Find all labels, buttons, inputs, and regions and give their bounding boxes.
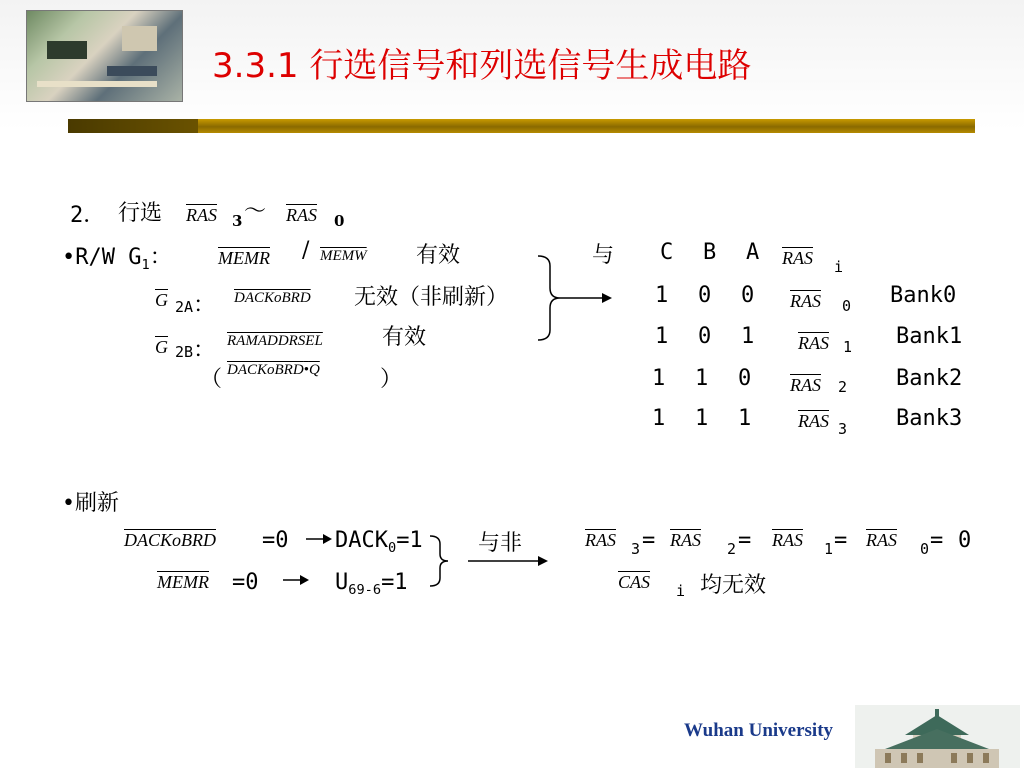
section-number: 2．	[70, 203, 106, 228]
row2-sub: 2	[838, 378, 848, 396]
rf-eq-4: =	[930, 528, 944, 553]
ras-i-signal: $\overline{RAS}$	[782, 248, 813, 268]
g2a-label: 2A：	[175, 293, 216, 318]
g2a-desc: 无效（非刷新）	[354, 285, 509, 310]
rf-ras2: $\overline{RAS}$	[670, 530, 701, 550]
rf-eq-3: =	[834, 528, 848, 553]
g2a-signal: DACKoBRD	[234, 290, 311, 306]
nand-label: 与非	[478, 531, 523, 556]
rf-eq-1: =	[642, 528, 656, 553]
ras-i-sub: i	[834, 258, 844, 276]
row2-b: 1	[695, 366, 709, 391]
university-building-icon	[855, 705, 1020, 768]
refresh-heading: •刷新	[62, 491, 119, 516]
header-a: A	[746, 240, 760, 265]
row3-c: 1	[652, 406, 666, 431]
refresh-memr: MEMR	[157, 572, 209, 592]
memw-signal: MEMW	[320, 248, 367, 264]
g2b-g: $\overline{G}$	[155, 337, 168, 357]
row1-bank: Bank1	[896, 324, 963, 349]
rf-ras1: $\overline{RAS}$	[772, 530, 803, 550]
g2a-g: $\overline{G}$	[155, 290, 168, 310]
row3-a: 1	[738, 406, 752, 431]
row3-ras: $\overline{RAS}$	[798, 411, 829, 431]
rf-cas-sub: i	[676, 582, 686, 600]
rf-ras0: $\overline{RAS}$	[866, 530, 897, 550]
ras0-sub: 0	[334, 212, 345, 230]
university-name: Wuhan University	[684, 720, 834, 741]
tilde: ～	[244, 199, 267, 224]
row2-ras: $\overline{RAS}$	[790, 375, 821, 395]
dack0-line: $DACK_0=1$	[335, 528, 423, 556]
row1-b: 0	[698, 324, 712, 349]
row2-a: 0	[738, 366, 752, 391]
g2b-label: 2B：	[175, 338, 216, 363]
row0-ras: $\overline{RAS}$	[790, 291, 821, 311]
row2-bank: Bank2	[896, 366, 963, 391]
refresh-dackobrd-eq: =0	[262, 528, 289, 553]
refresh-dackobrd: DACKoBRD	[124, 530, 216, 550]
rf-ras1-sub: 1	[824, 540, 834, 558]
slide-title: 3.3.1 行选信号和列选信号生成电路	[212, 46, 752, 86]
g2b-signal: RAMADDRSEL	[227, 333, 323, 349]
rf-invalid: 均无效	[700, 573, 767, 598]
rw-line: •R/W $G_1$：	[62, 245, 172, 273]
title-underline-bar-accent	[68, 119, 198, 133]
row0-sub: 0	[842, 297, 852, 315]
row0-b: 0	[698, 283, 712, 308]
and-label: 与	[592, 243, 615, 268]
u69-line: $U_{69-6}=1$	[335, 570, 408, 598]
rf-ras3-sub: 3	[631, 540, 641, 558]
row0-a: 0	[741, 283, 755, 308]
row1-ras: $\overline{RAS}$	[798, 333, 829, 353]
section-label: 行选	[118, 201, 163, 226]
row1-c: 1	[655, 324, 669, 349]
header-photo	[26, 10, 183, 102]
row1-sub: 1	[843, 338, 853, 356]
header-c: C	[660, 240, 674, 265]
title-underline-bar	[68, 119, 975, 133]
row3-sub: 3	[838, 420, 848, 438]
ras3-sub: 3	[232, 212, 243, 230]
rw-valid: 有效	[416, 243, 461, 268]
row1-a: 1	[741, 324, 755, 349]
row3-bank: Bank3	[896, 406, 963, 431]
rf-eq-2: =	[738, 528, 752, 553]
arrow-1	[305, 530, 333, 544]
arrow-2	[282, 572, 310, 586]
ras0-signal: $\overline{RAS}$	[286, 205, 317, 225]
rf-cas: $\overline{CAS}$	[618, 572, 651, 592]
ras3-signal: $\overline{RAS}$	[186, 205, 217, 225]
memr-signal: MEMR	[218, 248, 270, 268]
rf-ras2-sub: 2	[727, 540, 737, 558]
rf-ras0-sub: 0	[920, 540, 930, 558]
paren-signal: DACKoBRD•Q	[227, 362, 320, 378]
row0-c: 1	[655, 283, 669, 308]
paren-close: ）	[380, 367, 403, 392]
row3-b: 1	[695, 406, 709, 431]
g2b-desc: 有效	[382, 325, 427, 350]
slash: /	[302, 238, 310, 263]
refresh-memr-eq: =0	[232, 570, 259, 595]
row0-bank: Bank0	[890, 283, 957, 308]
rf-zero: 0	[958, 528, 972, 553]
rf-ras3: $\overline{RAS}$	[585, 530, 616, 550]
paren-open: （	[200, 367, 223, 392]
row2-c: 1	[652, 366, 666, 391]
header-b: B	[703, 240, 717, 265]
